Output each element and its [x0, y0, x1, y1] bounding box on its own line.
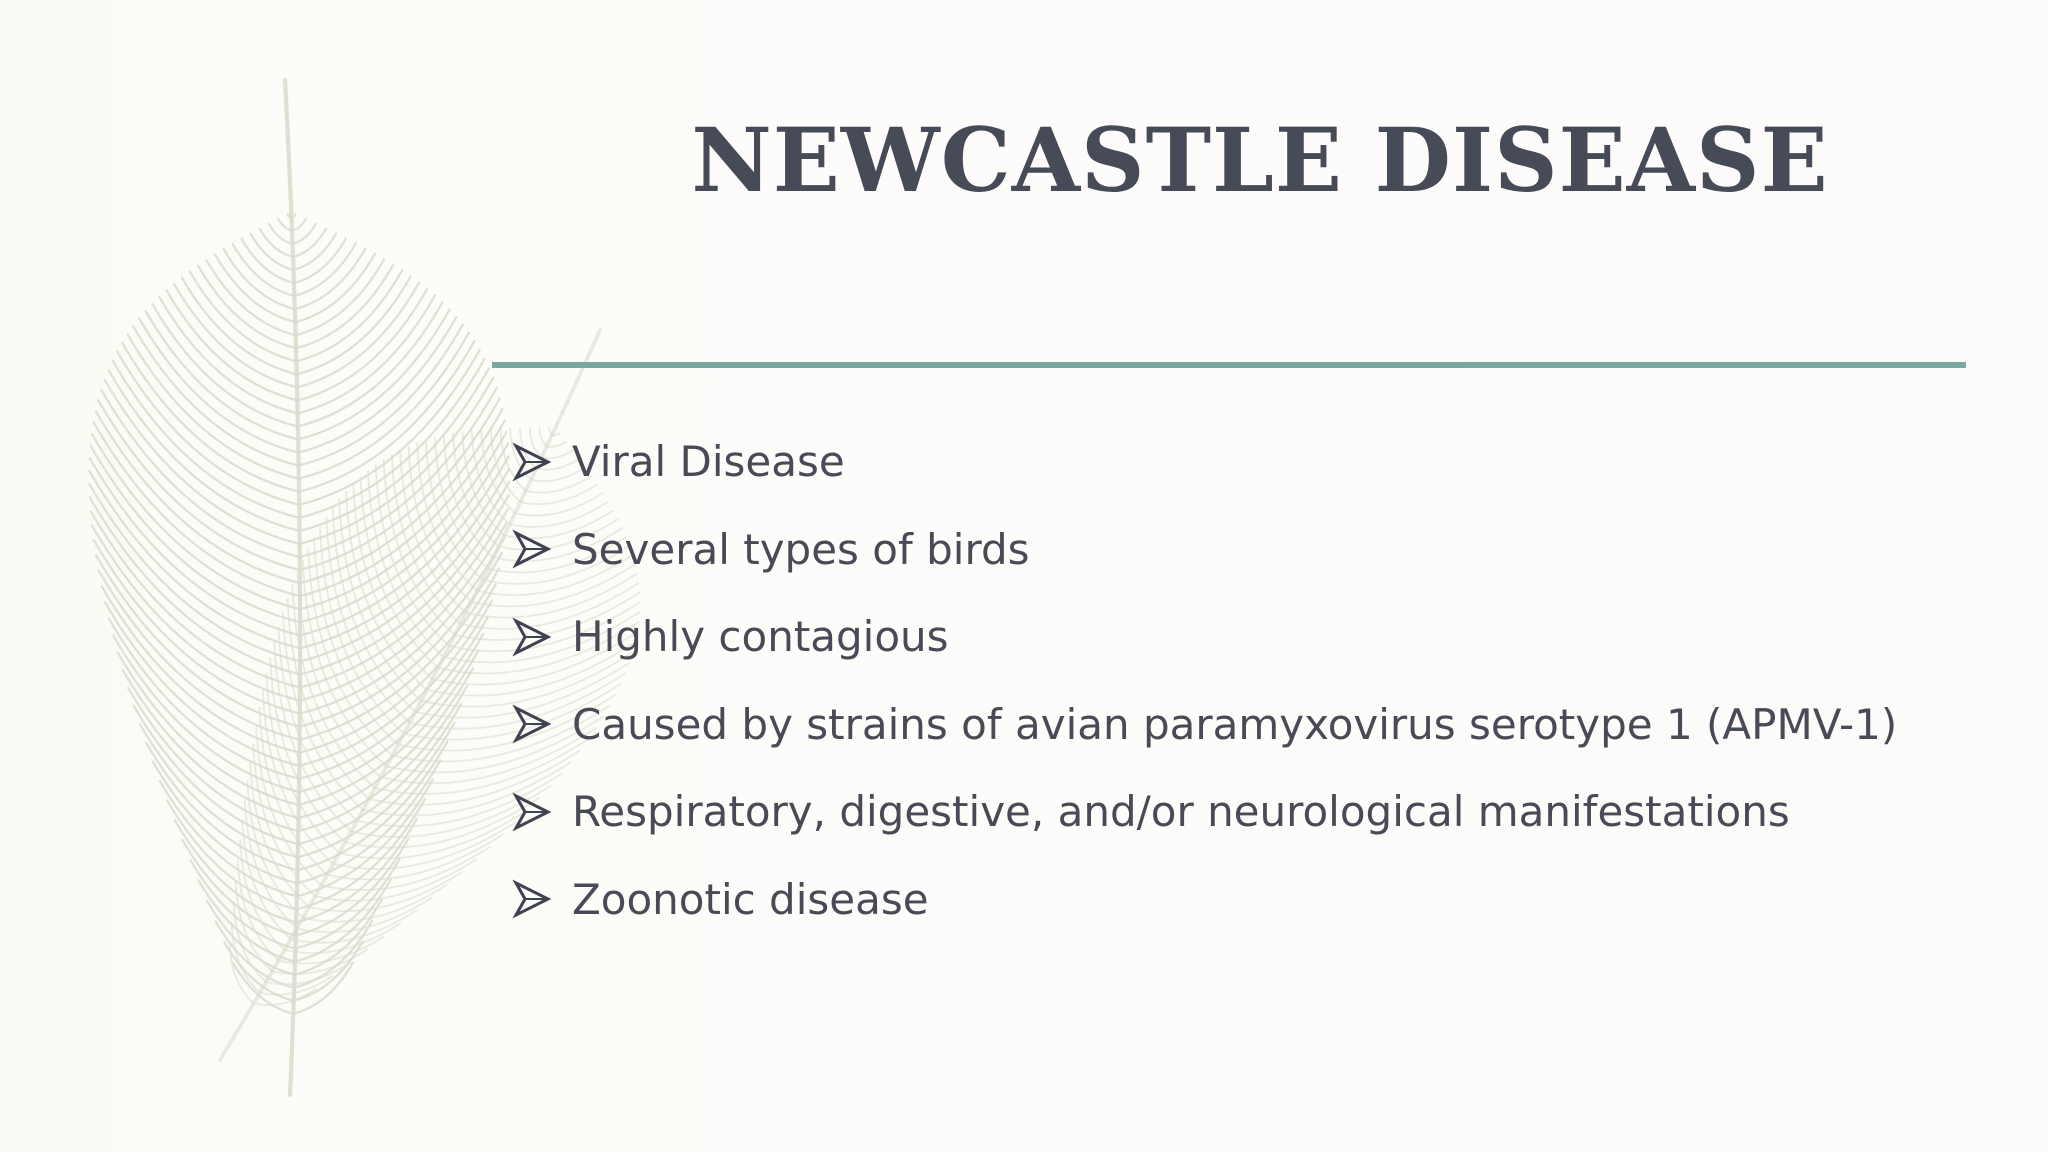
arrowhead-bullet-icon: [510, 702, 554, 746]
list-item: [510, 506, 1897, 594]
arrowhead-bullet-icon: [510, 790, 554, 834]
page-title: NEWCASTLE DISEASE: [691, 108, 1829, 212]
arrowhead-bullet-icon: [510, 527, 554, 571]
arrowhead-bullet-icon: [510, 615, 554, 659]
arrowhead-bullet-icon: [510, 877, 554, 921]
list-item: [510, 418, 1897, 506]
bullet-text: Viral Disease: [572, 437, 845, 487]
bullet-text: Several types of birds: [572, 524, 1030, 574]
bullet-text: Zoonotic disease: [572, 874, 929, 924]
bullet-text: Highly contagious: [572, 612, 949, 662]
arrowhead-bullet-icon: [510, 440, 554, 484]
list-item: [510, 593, 1897, 681]
list-item: [510, 856, 1897, 944]
list-item: [510, 681, 1897, 769]
bullet-list: [510, 418, 1897, 943]
bullet-text: Respiratory, digestive, and/or neurological manifestations: [572, 787, 1790, 837]
bullet-text: Caused by strains of avian paramyxovirus serotype 1 (APMV-1): [572, 699, 1898, 749]
list-item: [510, 768, 1897, 856]
title-divider: [492, 362, 1966, 368]
